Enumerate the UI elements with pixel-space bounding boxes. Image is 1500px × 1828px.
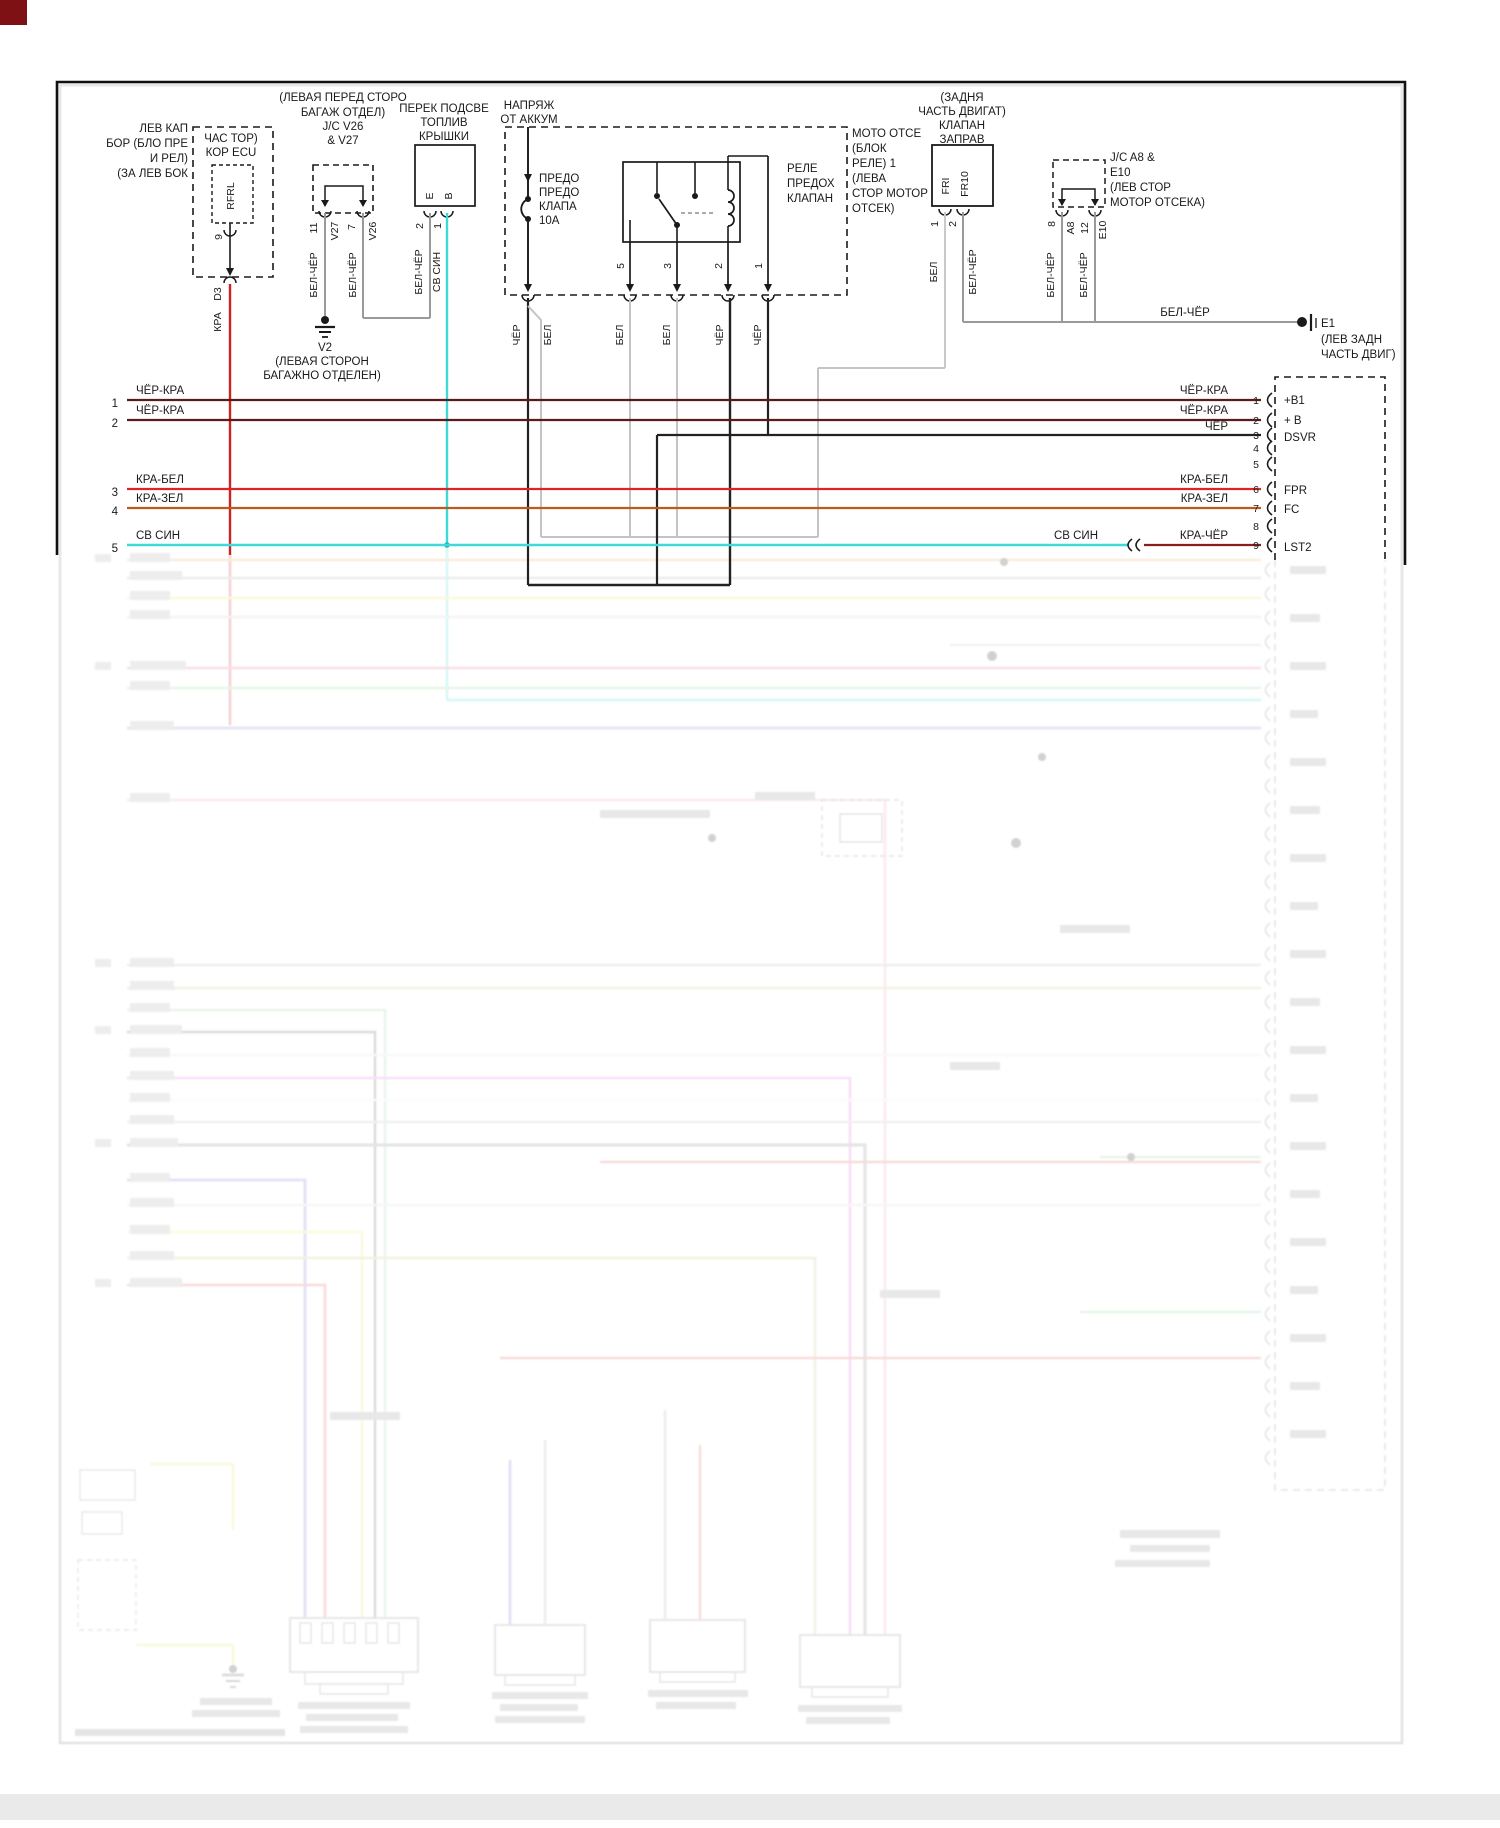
wire-label: БЕЛ [542, 324, 554, 346]
page-tag-wire: ЧЁР-КРА [136, 405, 185, 417]
inline-connector-icon [1128, 539, 1132, 551]
right-wire-labels [1054, 385, 1228, 542]
ground-code: V2 [317, 342, 333, 354]
ecu-pin-number: 8 [1253, 521, 1259, 533]
v2-ground [263, 316, 381, 382]
fuse-label: КЛАПА [539, 201, 577, 213]
jc-title: E10 [1110, 167, 1131, 179]
wire-label: ЧЁР [1204, 421, 1228, 433]
pin-number: 1 [432, 223, 444, 229]
wire-label: КРА-ЧЁР [1179, 530, 1228, 542]
page-tags-left [112, 385, 185, 555]
wire-label: БЕЛ-ЧЁР [413, 249, 425, 295]
connector-code: E10 [1097, 220, 1109, 240]
ecu-left-location: БОР (БЛО ПРЕ [106, 138, 188, 150]
ecu-left-name: ЧАС ТОР) [204, 133, 258, 145]
valve-title: ЧАСТЬ ДВИГАТ) [918, 106, 1006, 118]
ground-dot-icon [1297, 317, 1307, 327]
page-tag-wire: СВ СИН [136, 530, 181, 542]
arrow-down-icon [1058, 199, 1066, 206]
ground-caption: ЧАСТЬ ДВИГ) [1321, 349, 1396, 361]
arrow-down-icon [359, 200, 367, 207]
pin-number: 2 [414, 223, 426, 229]
ecu-pin-number: 9 [1253, 540, 1259, 552]
wire-label: БЕЛ-ЧЁР [347, 252, 359, 298]
switch-title: ТОПЛИВ [420, 117, 468, 129]
relay-name: ПРЕДОХ [787, 178, 835, 190]
arrow-down-icon [226, 268, 234, 276]
jc-title: МОТОР ОТСЕКА) [1110, 197, 1205, 209]
pin-number: 11 [308, 222, 320, 234]
battery-feed-label: НАПРЯЖ [503, 100, 555, 112]
ecu-pin-name: + B [1284, 415, 1302, 427]
jc-title: J/C A8 & [1110, 152, 1155, 164]
jc-a8-e10 [1045, 152, 1205, 298]
wire-label: СВ СИН [1053, 530, 1098, 542]
ecu-connector-right [1253, 377, 1385, 560]
ecu-pin-number: 6 [1253, 484, 1259, 496]
ecu-pin-number: 4 [1253, 443, 1259, 455]
relay-block-name-line: (ЛЕВА [852, 173, 887, 185]
page-edge-shadow [0, 1794, 1500, 1820]
pin-number: 2 [713, 263, 725, 269]
pin-number: 7 [346, 224, 358, 230]
page-tag-wire: ЧЁР-КРА [136, 385, 185, 397]
ecu-left-box [106, 123, 273, 332]
inline-connector-icon [1136, 539, 1140, 551]
ecu-pin-name: FC [1284, 504, 1300, 516]
relay-name: РЕЛЕ [787, 163, 818, 175]
terminal-label: В [443, 192, 455, 200]
ecu-left-location: И РЕЛ) [149, 153, 188, 165]
ground-caption: (ЛЕВ ЗАДН [1321, 334, 1383, 346]
page-tag-number: 3 [111, 487, 118, 499]
pin-number: 3 [662, 263, 674, 269]
ground-caption: (ЛЕВАЯ СТОРОН [275, 356, 369, 368]
relay-block-name-line: РЕЛЕ) 1 [852, 158, 896, 170]
e1-ground [1297, 314, 1396, 361]
relay-block-name-line: СТОР МОТОР [852, 188, 928, 200]
switch-title: ПЕРЕК ПОДСВЕ [399, 103, 489, 115]
pin-number: 1 [929, 221, 941, 227]
connector-code: A8 [1065, 221, 1077, 235]
relay-pin-arrows [626, 284, 772, 292]
battery-feed-label: ОТ АККУМ [500, 114, 558, 126]
arrow-down-icon [1091, 199, 1099, 206]
ground-caption: БАГАЖНО ОТДЕЛЕН) [263, 370, 381, 382]
valve-title: ЗАПРАВ [939, 134, 985, 146]
relay-coil-icon [728, 190, 734, 226]
wire-label: СВ СИН [431, 251, 443, 293]
ecu-pin-number: 5 [1253, 459, 1259, 471]
ground-code: E1 [1321, 318, 1336, 330]
relay [623, 156, 835, 242]
ecu-pin-number: 3 [1253, 430, 1259, 442]
ecu-pin-number: 7 [1253, 503, 1259, 515]
connector-code: V26 [367, 221, 379, 241]
pin-number: 2 [947, 221, 959, 227]
wire-label: ЧЁР-КРА [1179, 405, 1228, 417]
arrow-down-icon [524, 284, 532, 292]
arrow-down-icon [321, 200, 329, 207]
wire-label: КРА-ЗЕЛ [1180, 493, 1228, 505]
fuse-label: ПРЕДО [539, 187, 580, 199]
switch-title: КРЫШКИ [418, 131, 470, 143]
jc-title: БАГАЖ ОТДЕЛ) [300, 107, 386, 119]
terminal-label: FR10 [959, 171, 971, 197]
relay-block-name [852, 128, 928, 215]
relay-block-name-line: (БЛОК [852, 143, 887, 155]
terminal-label: FRI [940, 177, 952, 195]
relay-name: КЛАПАН [787, 193, 834, 205]
wire-label-kra: КРА [212, 312, 224, 332]
wire-label: БЕЛ-ЧЁР [1078, 252, 1090, 298]
ecu-left-location: ЛЕВ КАП [139, 123, 188, 135]
wire-label: КРА-БЕЛ [1180, 474, 1228, 486]
terminal-label: Е [424, 192, 436, 200]
wire-label: ЧЁР-КРА [1179, 385, 1228, 397]
fuel-lid-switch [399, 103, 489, 295]
ecu-pin-name: FPR [1284, 485, 1307, 497]
ecu-pin-sockets [1268, 393, 1273, 552]
valve-title: (ЗАДНЯ [940, 92, 984, 104]
wire-label: БЕЛ [614, 324, 626, 346]
wire-label: БЕЛ-ЧЁР [967, 249, 979, 295]
ground-dot-icon [321, 316, 329, 324]
pin-number: 8 [1046, 221, 1058, 227]
fuse [521, 127, 579, 292]
connector-code: V27 [329, 221, 341, 241]
fuse-label: 10А [539, 215, 560, 227]
ecu-left-pin-code: RFRL [225, 182, 237, 210]
wire-label: БЕЛ-ЧЁР [1045, 252, 1057, 298]
pin-number: 12 [1079, 222, 1091, 234]
jc-title: (ЛЕВ СТОР [1110, 182, 1171, 194]
ecu-left-location: (ЗА ЛЕВ БОК [117, 168, 188, 180]
ecu-left-pin-number: 9 [213, 234, 225, 240]
jc-v26-v27 [279, 92, 407, 298]
pin-number: 5 [615, 263, 627, 269]
corner-artifact [0, 0, 27, 25]
ecu-pin-name: DSVR [1284, 432, 1316, 444]
jc-title: J/C V26 [322, 121, 364, 133]
ecu-left-connector-code: D3 [212, 287, 224, 301]
relay-block-name-line: МОТО ОТСЕ [852, 128, 922, 140]
wire-label: БЕЛ-ЧЁР [308, 252, 320, 298]
arrow-down-icon [524, 174, 532, 182]
ecu-pin-name: LST2 [1284, 542, 1312, 554]
jc-title: (ЛЕВАЯ ПЕРЕД СТОРО [279, 92, 407, 104]
ecu-left-name: КОР ECU [205, 147, 257, 159]
fuse-label: ПРЕДО [539, 173, 580, 185]
page-tag-number: 5 [111, 543, 118, 555]
wire-label: БЕЛ [928, 261, 940, 283]
wire-label: БЕЛ [661, 324, 673, 346]
main-diagram [57, 82, 1405, 585]
ecu-pin-name: +B1 [1284, 395, 1305, 407]
wire-label: ЧЁР [714, 324, 726, 346]
wire-label: ЧЁР [511, 324, 523, 346]
relay-pins [630, 156, 768, 286]
wire-bel [528, 306, 541, 537]
jc-title: & V27 [327, 135, 359, 147]
ecu-pin-number: 2 [1253, 415, 1259, 427]
page-tag-number: 2 [111, 418, 118, 430]
page-tag-wire: КРА-ЗЕЛ [136, 493, 184, 505]
wire-label: ЧЁР [752, 324, 764, 346]
relay-pin-sockets [522, 295, 774, 301]
ecu-pin-number: 1 [1253, 395, 1259, 407]
valve-title: КЛАПАН [938, 120, 986, 132]
wire-label-bel-cher: БЕЛ-ЧЁР [1160, 307, 1210, 319]
page-tag-number: 1 [111, 398, 118, 410]
relay-block-name-line: ОТСЕК) [852, 203, 895, 215]
pin-number: 1 [753, 263, 765, 269]
page-tag-wire: КРА-БЕЛ [136, 474, 184, 486]
page-tag-number: 4 [111, 506, 118, 518]
